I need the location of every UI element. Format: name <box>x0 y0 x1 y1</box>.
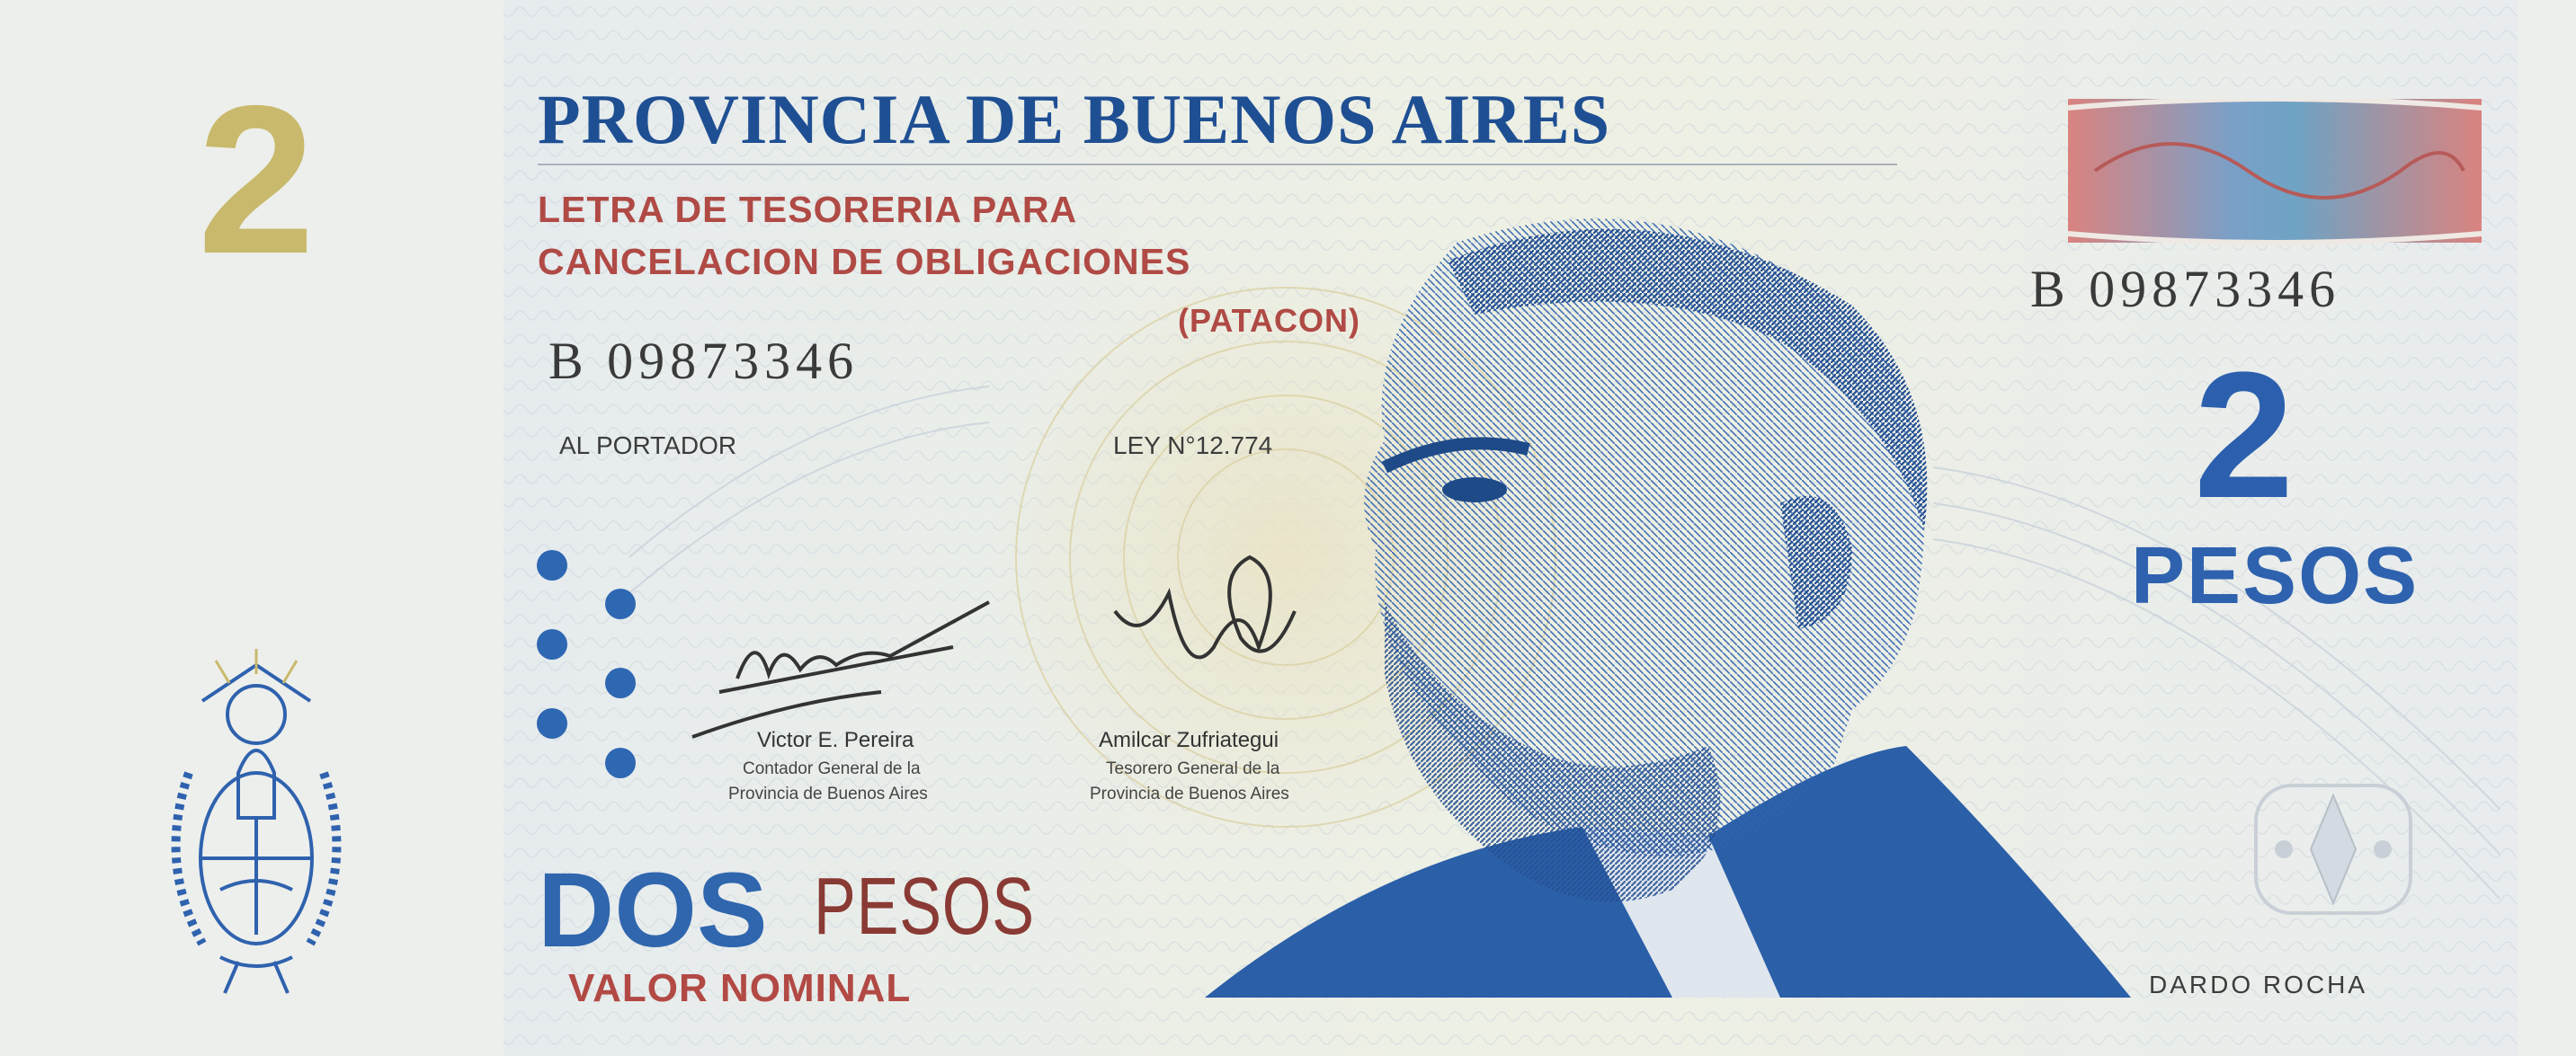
pesos-label-right: PESOS <box>2131 531 2420 621</box>
signer1-name: Victor E. Pereira <box>757 728 914 752</box>
signer2-title2: Provincia de Buenos Aires <box>1090 785 1289 803</box>
signer1-title2: Provincia de Buenos Aires <box>728 785 928 803</box>
tactile-dot <box>605 668 636 698</box>
treasury-letter-line2: CANCELACION DE OBLIGACIONES <box>538 241 1191 282</box>
portrait-dardo-rocha <box>1205 207 2140 998</box>
tactile-dot <box>537 708 567 739</box>
tactile-dot <box>605 748 636 778</box>
amount-dos: DOS <box>538 851 768 970</box>
signer2-name: Amilcar Zufriategui <box>1099 728 1279 752</box>
patacon-label: (PATACON) <box>1178 302 1360 339</box>
watermark-diamond <box>2252 782 2414 917</box>
corner-denomination: 2 <box>197 61 316 297</box>
signer1-title1: Contador General de la <box>743 759 921 778</box>
bearer-label: AL PORTADOR <box>559 431 737 459</box>
law-label: LEY N°12.774 <box>1113 431 1273 459</box>
denomination-numeral-right: 2 <box>2194 335 2295 536</box>
tactile-dot <box>537 629 567 660</box>
treasury-letter-line1: LETRA DE TESORERIA PARA <box>538 189 1078 230</box>
tactile-dot <box>605 589 636 619</box>
amount-pesos: PESOS <box>814 862 1035 952</box>
portrait-caption: DARDO ROCHA <box>2149 971 2368 998</box>
tactile-dot <box>537 550 567 581</box>
coat-of-arms-icon <box>139 647 373 1007</box>
nominal-value-label: VALOR NOMINAL <box>568 966 912 1010</box>
security-hologram <box>2068 99 2482 252</box>
serial-number-left: B 09873346 <box>548 332 860 390</box>
serial-number-right: B 09873346 <box>2030 260 2341 318</box>
signature-pereira <box>683 593 1007 746</box>
province-title: PROVINCIA DE BUENOS AIRES <box>538 80 1611 158</box>
signer2-title1: Tesorero General de la <box>1106 759 1280 778</box>
